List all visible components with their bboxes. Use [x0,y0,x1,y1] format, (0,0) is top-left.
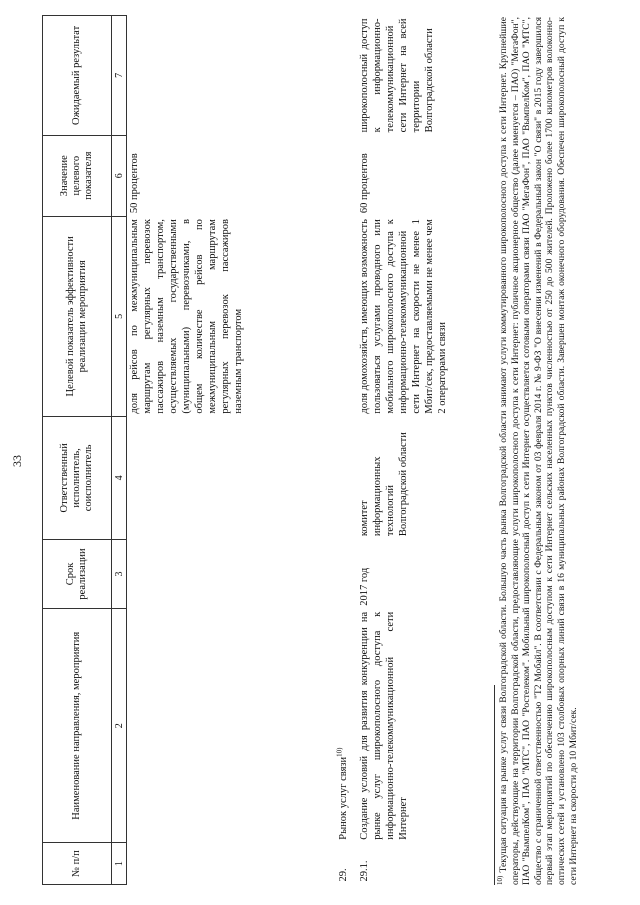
footnote-text: Текущая ситуация на рынке услуг связи Волгоградской области. Большую часть рынка Волгоградской области занимают услуги коммутированного широкополосного доступа к сети Интернет. Крупнейшие операторы, действующие на территории Волгоградской области, предоставляющие услуги широкополосного доступа к сети Интернет: публичное акционерное общество (далее именуется – ПАО) "МегаФон", ПАО "ВымпелКом", ПАО "МТС", ПАО "Ростелеком". Мобильный широкополосный доступ к сети Интернет осуществляется сотовыми операторами связи ПАО "МегаФон", ПАО "ВымпелКом", ПАО "МТС", общество с ограниченной ответственностью "Т2 Мобайл". В соответствии с Федеральным законом от 03 февраля 2014 г. № 9-ФЗ "О внесении изменений в Федеральный закон "О связи" в 2015 году завершился первый этап мероприятий по обеспечению широкополосным доступом к сети Интернет сельских населенных пунктов численностью от 250 до 500 жителей. Проложено более 1700 километров волоконно-оптических сетей и установлено 103 столбовых опорных линий связи в 16 муниципальных районах Волгоградской области. Завершен монтаж оконечного оборудования. Обеспечен широкополосный доступ к сети Интернет на скорости до 10 Мбит/сек. [498,17,579,885]
footnote-reference: 10) [335,747,344,757]
executor-cell: комитет информационных технологий Волгоградской области [359,432,409,537]
table-row [127,16,330,885]
measure-name-cell: Создание условий для развития конкуренции на рынке услуг широкополосного доступа к информационно-телекоммуникационной сети Интернет [359,611,409,840]
header-cell: Значение целевого показателя [43,135,112,216]
indicator-cell: доля домохозяйств, имеющих возможность пользоваться услугами проводного или мобильного широкополосного доступа к информационно-телекоммуникационной сети Интернет на скорости не менее 1 Мбит/сек, предоставляемыми не менее чем 2 операторами связи [359,219,448,414]
section-title-cell [329,16,356,843]
section-number: 29. [338,868,349,882]
header-cell: Целевой показатель эффективности реализации мероприятия [43,216,112,417]
header-cell: № п/п [43,843,112,885]
table-row [356,16,450,885]
column-number: 1 [112,843,127,885]
column-number: 4 [112,417,127,540]
header-cell: Ответственный исполнитель, соисполнитель [43,417,112,540]
section-heading-row [329,16,356,885]
measures-table [42,15,450,885]
section-title: Рынок услуг связи [338,756,349,840]
column-number-row [112,16,127,885]
result-cell: широкополосный доступ к информационно-телекоммуникационной сети Интернет на всей территории Волгоградской области [359,18,435,133]
footnote-mark: 10) [495,875,504,885]
footnote-divider [494,685,495,885]
header-cell: Наименование направления, мероприятия [43,609,112,843]
footnote [495,17,579,885]
column-number: 2 [112,609,127,843]
value-cell: 50 процентов [129,153,140,214]
column-number: 3 [112,539,127,609]
page-number: 33 [10,455,24,467]
column-number: 5 [112,216,127,417]
header-cell: Срок реализации [43,539,112,609]
term-cell: 2017 год [359,567,370,606]
column-number: 7 [112,16,127,136]
column-number: 6 [112,135,127,216]
item-number: 29.1. [359,860,370,882]
table-header-row [43,16,112,885]
value-cell: 60 процентов [359,153,370,214]
indicator-cell: доля рейсов по межмуниципальным маршрутам регулярных перевозок пассажиров наземным транспортом, осуществляемых государственными (муниципальными) перевозчиками, в общем количестве рейсов по межмуниципальным маршрутам регулярных перевозок пассажиров наземным транспортом [129,219,244,414]
header-cell: Ожидаемый результат [43,16,112,136]
